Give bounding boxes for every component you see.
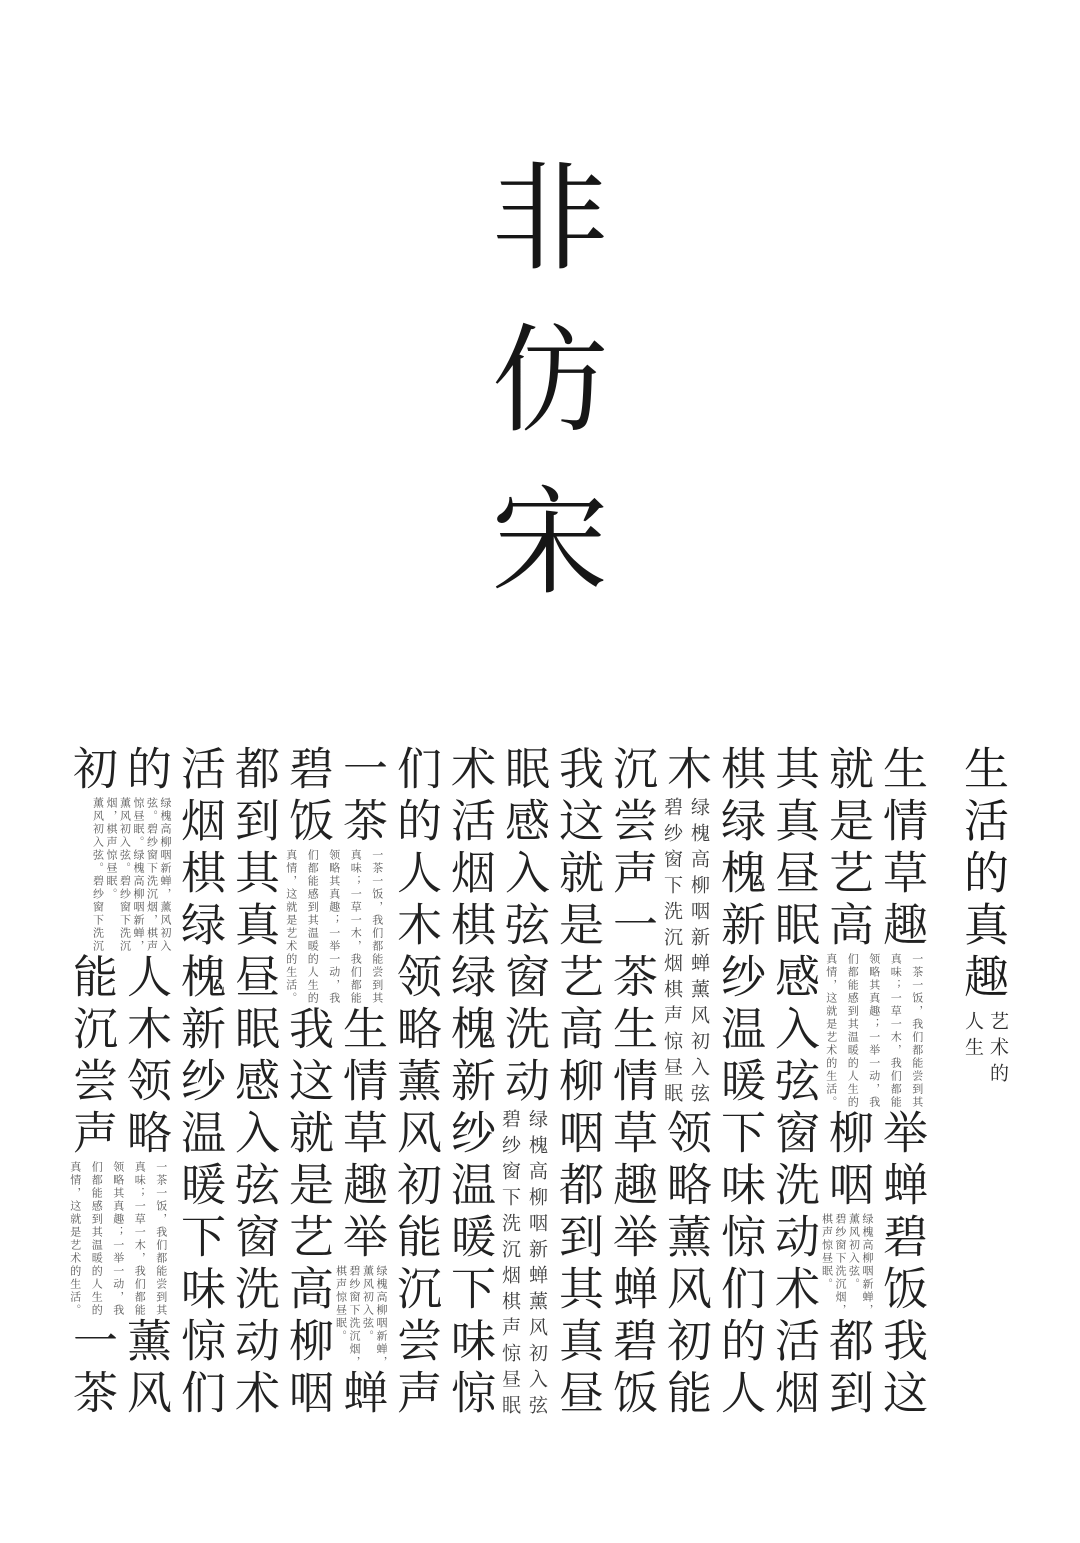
small-text-column: 薰风初入弦。 xyxy=(847,1213,861,1291)
small-text-column: 绿槐高柳咽新蝉薰风初入弦 xyxy=(526,1109,548,1421)
specimen-column-3 xyxy=(766,745,820,1421)
small-text-column: 一茶一饭，我们都能尝到其 xyxy=(910,953,924,1109)
large-text-run: 初 xyxy=(65,745,118,797)
small-text-column: 碧纱窗下洗沉烟， xyxy=(834,1213,847,1317)
small-text-column: 棋声惊昼眠。 xyxy=(820,1213,834,1291)
large-text-run: 能沉尝声 xyxy=(65,953,118,1161)
large-text-run: 沉尝声一茶生情草趣举蝉碧饭 xyxy=(605,745,658,1421)
specimen-column-6 xyxy=(604,745,658,1421)
large-text-run: 举蝉碧饭我这 xyxy=(875,1109,928,1421)
small-text-column: 惊昼眠。绿槐高柳咽新蝉， xyxy=(132,797,145,953)
large-text-run: 领略薰风初能 xyxy=(659,1109,712,1421)
large-text-run: 木 xyxy=(659,745,712,797)
large-text-run: 眠感入弦窗洗动 xyxy=(497,745,550,1109)
large-text-run: 柳咽 xyxy=(821,1109,874,1213)
large-text-run: 一茶 xyxy=(65,1317,118,1421)
small-text-column: 真情，这就是艺术的生活。 xyxy=(284,849,298,1005)
small-text-column: 绿槐高柳咽新蝉， xyxy=(861,1213,874,1317)
small-text-column: 一茶一饭，我们都能尝到其 xyxy=(370,849,384,1005)
heading-subtitle-column: 艺术的 xyxy=(987,1011,1009,1089)
heading-column xyxy=(954,745,1010,1421)
specimen-block xyxy=(64,745,1010,1421)
specimen-column-13 xyxy=(226,745,280,1421)
large-text-run: 生情草趣举 xyxy=(335,1005,388,1265)
small-text-column: 绿槐高柳咽新蝉，薰风初入 xyxy=(159,797,172,953)
large-text-run: 都到其真昼眠感入弦窗洗动术 xyxy=(227,745,280,1421)
small-text-block xyxy=(118,797,172,953)
small-text-column: 碧纱窗下洗沉烟棋声惊昼眠 xyxy=(661,797,683,1109)
quote-inset-block xyxy=(64,1161,172,1317)
specimen-column-14 xyxy=(172,745,226,1421)
small-text-column: 烟，棋声惊昼眠。 xyxy=(105,797,118,901)
specimen-column-11 xyxy=(334,745,388,1421)
specimen-column-12 xyxy=(280,745,334,1421)
specimen-column-16 xyxy=(64,745,118,1421)
big-title: 非仿宋 xyxy=(472,156,609,642)
specimen-column-7 xyxy=(550,745,604,1421)
large-text-run: 我这就是艺高柳咽 xyxy=(281,1005,334,1421)
heading-title: 生活的真趣 xyxy=(956,745,1009,1005)
small-text-block xyxy=(658,797,712,1109)
specimen-column-9 xyxy=(442,745,496,1421)
large-text-run: 一茶 xyxy=(335,745,388,849)
small-text-column: 真情，这就是艺术的生活。 xyxy=(824,953,838,1109)
large-text-run: 生情草趣 xyxy=(875,745,928,953)
small-text-column: 真味；一草一木，我们都能 xyxy=(133,1161,147,1317)
large-text-run: 碧饭 xyxy=(281,745,334,849)
small-text-column: 碧纱窗下洗沉烟， xyxy=(348,1265,361,1369)
small-text-column: 绿槐高柳咽新蝉薰风初入弦 xyxy=(688,797,710,1109)
small-text-column: 绿槐高柳咽新蝉， xyxy=(375,1265,388,1369)
large-text-run: 薰风 xyxy=(119,1317,172,1421)
heading-subtitle xyxy=(954,1005,1010,1109)
heading-subtitle-column: 人生 xyxy=(962,1011,984,1063)
large-text-run: 术活烟棋绿槐新纱温暖下味惊 xyxy=(443,745,496,1421)
large-text-run: 人木领略 xyxy=(119,953,172,1161)
specimen-column-8 xyxy=(496,745,550,1421)
small-text-column: 棋声惊昼眠。 xyxy=(334,1265,348,1343)
large-text-run: 活烟棋绿槐新纱温暖下味惊们 xyxy=(173,745,226,1421)
small-text-column: 弦。碧纱窗下洗沉烟，棋声 xyxy=(145,797,159,953)
small-text-column: 们都能感到其温暖的人生的 xyxy=(90,1161,104,1317)
large-text-run: 我这就是艺高柳咽都到其真昼 xyxy=(551,745,604,1421)
specimen-column-15 xyxy=(118,745,172,1421)
small-text-column: 薰风初入弦。碧纱窗下洗沉 xyxy=(118,797,132,953)
small-text-column: 们都能感到其温暖的人生的 xyxy=(306,849,320,1005)
large-text-run: 蝉 xyxy=(335,1369,388,1421)
specimen-column-10 xyxy=(388,745,442,1421)
quote-inset-block xyxy=(820,953,928,1109)
large-text-run: 都到 xyxy=(821,1317,874,1421)
small-text-column: 领略其真趣；一举一动，我 xyxy=(111,1161,125,1317)
small-text-block xyxy=(820,1213,874,1317)
large-text-run: 们的人木领略薰风初能沉尝声 xyxy=(389,745,442,1421)
small-text-block xyxy=(496,1109,550,1421)
small-text-column: 真味；一草一木，我们都能 xyxy=(889,953,903,1109)
specimen-column-4 xyxy=(712,745,766,1421)
specimen-column-5 xyxy=(658,745,712,1421)
large-text-run: 其真昼眠感入弦窗洗动术活烟 xyxy=(767,745,820,1421)
large-text-run: 棋绿槐新纱温暖下味惊们的人 xyxy=(713,745,766,1421)
small-text-column: 薰风初入弦。 xyxy=(361,1265,375,1343)
small-text-block xyxy=(334,1265,388,1369)
small-text-column: 薰风初入弦。碧纱窗下洗沉 xyxy=(91,797,105,953)
small-text-column: 真情，这就是艺术的生活。 xyxy=(68,1161,82,1317)
small-text-column: 一茶一饭，我们都能尝到其 xyxy=(154,1161,168,1317)
small-text-column: 领略其真趣；一举一动，我 xyxy=(867,953,881,1109)
small-text-column: 们都能感到其温暖的人生的 xyxy=(846,953,860,1109)
small-text-column: 领略其真趣；一举一动，我 xyxy=(327,849,341,1005)
small-text-block xyxy=(64,797,118,953)
large-text-run: 的 xyxy=(119,745,172,797)
small-text-column: 真味；一草一木，我们都能 xyxy=(349,849,363,1005)
quote-inset-block xyxy=(280,849,388,1005)
large-text-run: 就是艺高 xyxy=(821,745,874,953)
small-text-column: 碧纱窗下洗沉烟棋声惊昼眠 xyxy=(499,1109,521,1421)
